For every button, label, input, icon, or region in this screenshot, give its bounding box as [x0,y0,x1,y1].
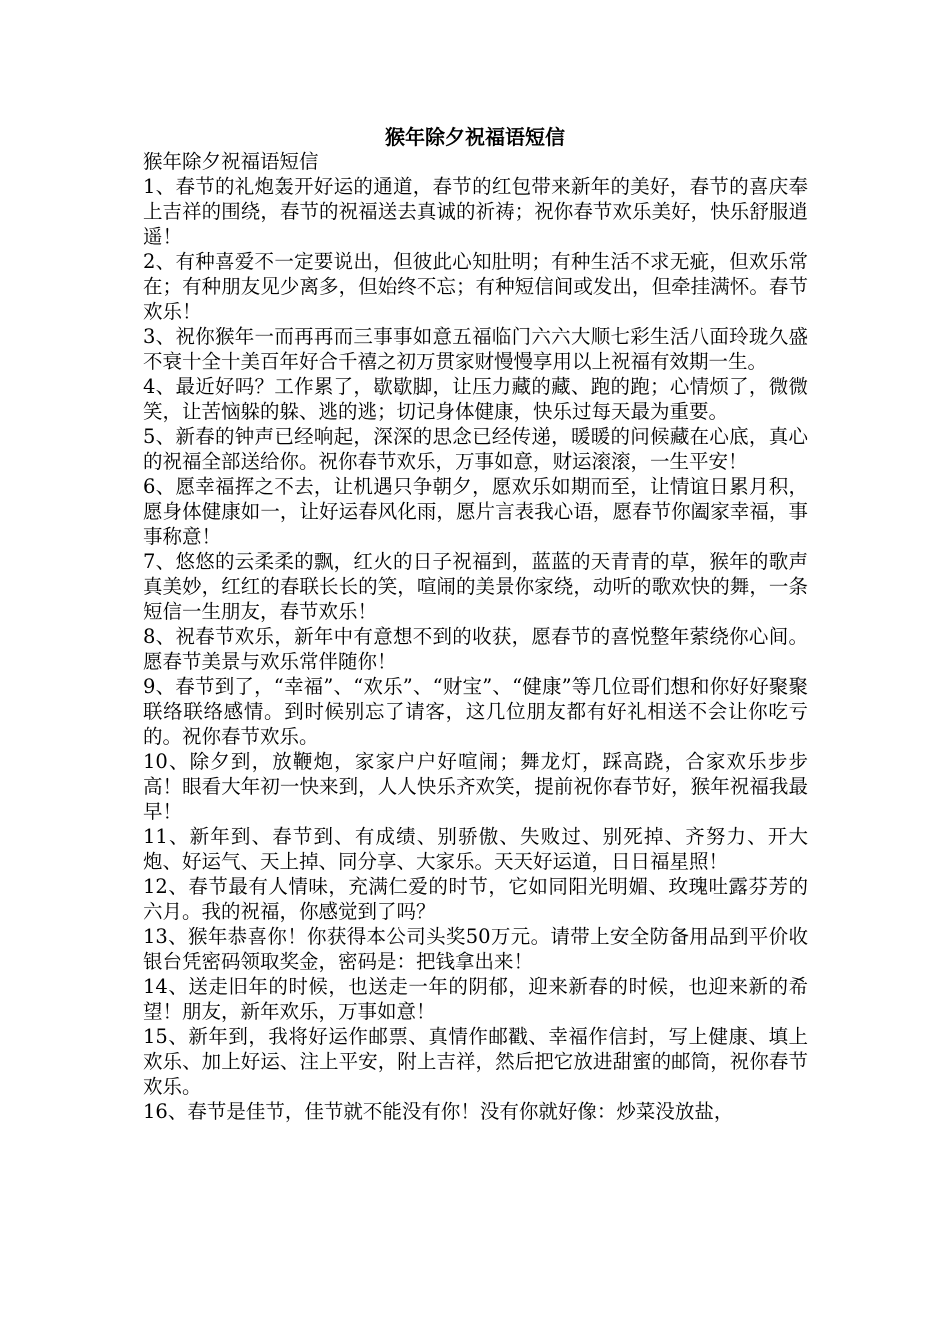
document-subtitle: 猴年除夕祝福语短信 [143,150,319,173]
paragraph: 1、春节的礼炮轰开好运的通道，春节的红包带来新年的美好，春节的喜庆奉上吉祥的围绕，春节的祝福送去真诚的祈祷；祝你春节欢乐美好，快乐舒服逍遥！ [143,175,808,248]
paragraph: 7、悠悠的云柔柔的飘，红火的日子祝福到，蓝蓝的天青青的草，猴年的歌声真美妙，红红的春联长长的笑，喧闹的美景你家绕，动听的歌欢快的舞，一条短信一生朋友，春节欢乐！ [143,550,808,623]
paragraph: 2、有种喜爱不一定要说出，但彼此心知肚明；有种生活不求无疵，但欢乐常在；有种朋友见少离多，但始终不忘；有种短信间或发出，但牵挂满怀。春节欢乐！ [143,250,808,323]
paragraph: 6、愿幸福挥之不去，让机遇只争朝夕，愿欢乐如期而至，让情谊日累月积，愿身体健康如一，让好运春风化雨，愿片言表我心语，愿春节你阖家幸福，事事称意！ [143,475,808,548]
paragraph: 4、最近好吗？工作累了，歇歇脚，让压力藏的藏、跑的跑；心情烦了，微微笑，让苦恼躲的躲、逃的逃；切记身体健康，快乐过每天最为重要。 [143,375,808,423]
paragraph: 10、除夕到，放鞭炮，家家户户好喧闹；舞龙灯，踩高跷，合家欢乐步步高！眼看大年初一快来到，人人快乐齐欢笑，提前祝你春节好，猴年祝福我最早！ [143,750,808,823]
paragraph: 16、春节是佳节，佳节就不能没有你！没有你就好像：炒菜没放盐， [143,1100,734,1123]
paragraph: 8、祝春节欢乐，新年中有意想不到的收获，愿春节的喜悦整年萦绕你心间。愿春节美景与欢乐常伴随你！ [143,625,808,673]
paragraph: 9、春节到了，“幸福”、“欢乐”、“财宝”、“健康”等几位哥们想和你好好聚聚联络联络感情。到时候别忘了请客，这几位朋友都有好礼相送不会让你吃亏的。祝你春节欢乐。 [143,675,808,748]
paragraph: 5、新春的钟声已经响起，深深的思念已经传递，暖暖的问候藏在心底，真心的祝福全部送给你。祝你春节欢乐，万事如意，财运滚滚，一生平安！ [143,425,808,473]
paragraph: 13、猴年恭喜你！你获得本公司头奖50万元。请带上安全防备用品到平价收银台凭密码领取奖金，密码是：把钱拿出来！ [143,925,808,973]
paragraph: 12、春节最有人情味，充满仁爱的时节，它如同阳光明媚、玫瑰吐露芬芳的六月。我的祝福，你感觉到了吗？ [143,875,808,923]
paragraph: 11、新年到、春节到、有成绩、别骄傲、失败过、别死掉、齐努力、开大炮、好运气、天上掉、同分享、大家乐。天天好运道，日日福星照！ [143,825,808,873]
paragraph: 3、祝你猴年一而再再而三事事如意五福临门六六大顺七彩生活八面玲珑久盛不衰十全十美百年好合千禧之初万贯家财慢慢享用以上祝福有效期一生。 [143,325,808,373]
paragraph: 15、新年到，我将好运作邮票、真情作邮戳、幸福作信封，写上健康、填上欢乐、加上好运、注上平安，附上吉祥，然后把它放进甜蜜的邮筒，祝你春节欢乐。 [143,1025,808,1098]
document-title: 猴年除夕祝福语短信 [385,125,565,149]
document-body [143,149,808,1124]
paragraph: 14、送走旧年的时候，也送走一年的阴郁，迎来新春的时候，也迎来新的希望！朋友，新年欢乐，万事如意！ [143,975,808,1023]
